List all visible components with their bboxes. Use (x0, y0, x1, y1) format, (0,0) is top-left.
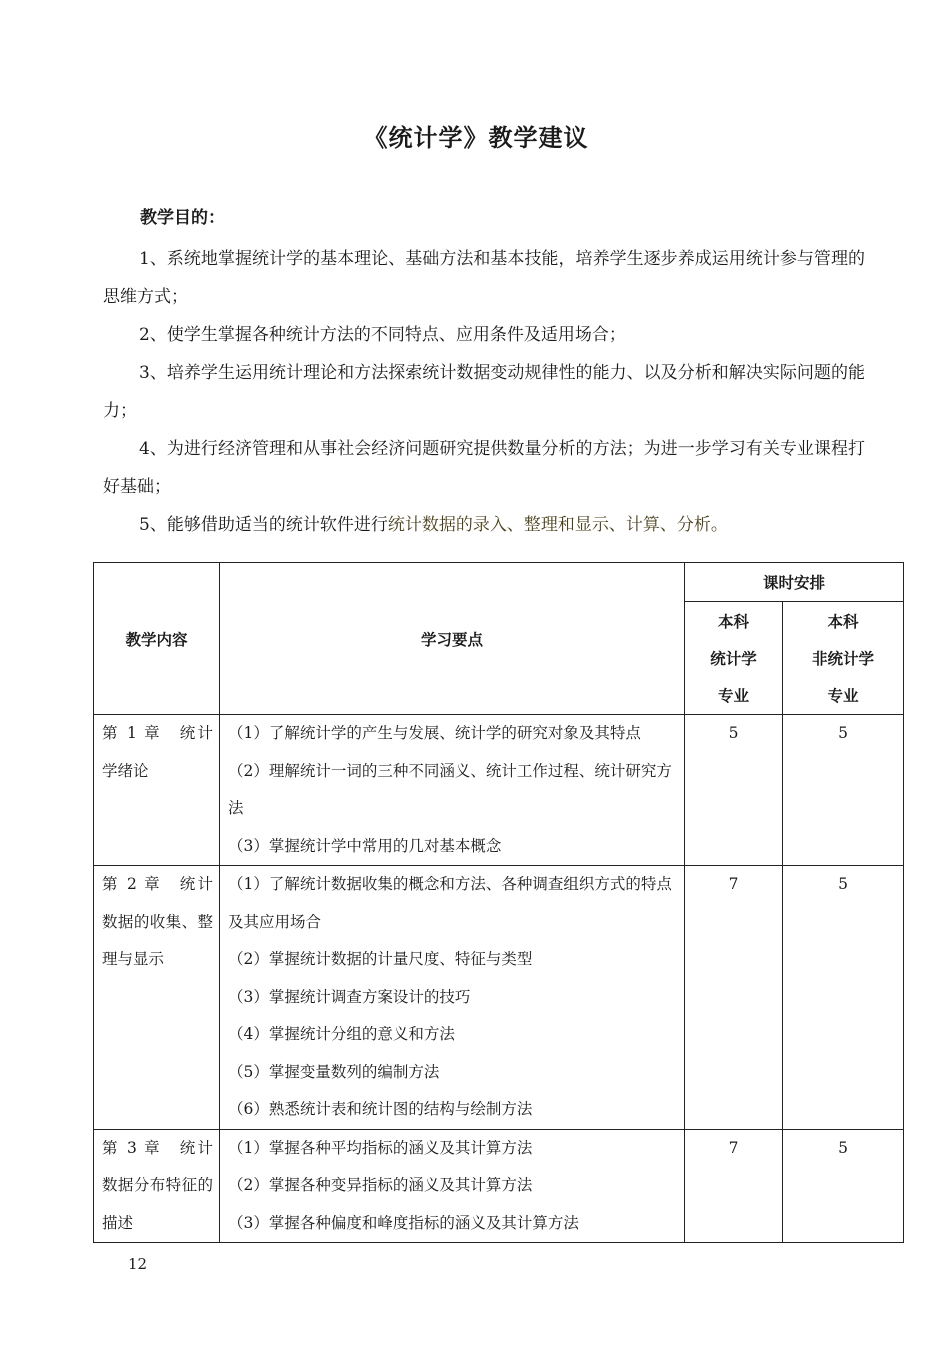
header-stat-line: 本科 (717, 612, 749, 631)
table-header-row (94, 563, 904, 602)
points-cell (220, 715, 685, 866)
learning-point: （5）掌握变量数列的编制方法 (228, 1062, 440, 1081)
header-stat-line: 专业 (717, 686, 749, 705)
points-cell (220, 866, 685, 1130)
learning-point: （6）熟悉统计表和统计图的结构与绘制方法 (228, 1100, 533, 1118)
learning-point: （3）掌握统计调查方案设计的技巧 (228, 987, 471, 1006)
header-stat-line: 统计学 (710, 649, 757, 668)
header-points: 学习要点 (220, 563, 685, 715)
header-nonstat-line: 专业 (827, 686, 859, 705)
chapter-cell: 第 1 章 统计学绪论 (94, 715, 220, 866)
header-nonstat-line: 本科 (827, 612, 859, 631)
header-nonstat-major (783, 602, 904, 715)
header-hours: 课时安排 (685, 563, 904, 602)
stat-hours-cell: 7 (685, 1129, 783, 1243)
objective-text: 2、使学生掌握各种统计方法的不同特点、应用条件及适用场合； (139, 325, 626, 345)
learning-point: （1）了解统计学的产生与发展、统计学的研究对象及其特点 (228, 724, 641, 742)
header-nonstat-line: 非统计学 (812, 649, 875, 668)
table-row (94, 715, 904, 866)
objectives-list (103, 240, 865, 544)
learning-point: （2）掌握统计数据的计量尺度、特征与类型 (228, 950, 533, 968)
objective-text: 1、系统地掌握统计学的基本理论、基础方法和基本技能，培养学生逐步养成运用统计参与管理的思维方式； (103, 249, 865, 307)
learning-point: （1）了解统计数据收集的概念和方法、各种调查组织方式的特点及其应用场合 (228, 875, 672, 931)
learning-point: （3）掌握各种偏度和峰度指标的涵义及其计算方法 (228, 1213, 579, 1232)
points-cell (220, 1129, 685, 1243)
page-number: 12 (128, 1255, 148, 1273)
learning-point: （2）理解统计一词的三种不同涵义、统计工作过程、统计研究方法 (228, 761, 672, 817)
objectives-heading: 教学目的： (140, 208, 225, 228)
objective-item (103, 506, 865, 544)
learning-point: （2）掌握各种变异指标的涵义及其计算方法 (228, 1176, 533, 1194)
objective-item (103, 430, 865, 506)
objective-highlight-text: 统计数据的录入、整理和显示、计算、分析。 (387, 515, 728, 535)
chapter-cell: 第 2 章 统计数据的收集、整理与显示 (94, 866, 220, 1130)
header-content: 教学内容 (94, 563, 220, 715)
nonstat-hours-cell: 5 (783, 715, 904, 866)
objective-item (103, 240, 865, 316)
nonstat-hours-cell: 5 (783, 1129, 904, 1243)
objective-item (103, 316, 865, 354)
learning-point: （3）掌握统计学中常用的几对基本概念 (228, 836, 502, 855)
table-row (94, 866, 904, 1130)
stat-hours-cell: 7 (685, 866, 783, 1130)
objective-text: 4、为进行经济管理和从事社会经济问题研究提供数量分析的方法；为进一步学习有关专业课程打好基础； (103, 439, 865, 497)
objective-item (103, 354, 865, 430)
curriculum-table (93, 562, 904, 1243)
nonstat-hours-cell: 5 (783, 866, 904, 1130)
stat-hours-cell: 5 (685, 715, 783, 866)
page-title: 《统计学》教学建议 (363, 123, 589, 152)
table-row (94, 1129, 904, 1243)
chapter-cell: 第 3 章 统计数据分布特征的描述 (94, 1129, 220, 1243)
header-stat-major (685, 602, 783, 715)
learning-point: （4）掌握统计分组的意义和方法 (228, 1025, 455, 1043)
objective-text: 5、能够借助适当的统计软件进行 (139, 515, 388, 535)
objective-text: 3、培养学生运用统计理论和方法探索统计数据变动规律性的能力、以及分析和解决实际问题的能力； (103, 363, 865, 421)
learning-point: （1）掌握各种平均指标的涵义及其计算方法 (228, 1138, 533, 1157)
